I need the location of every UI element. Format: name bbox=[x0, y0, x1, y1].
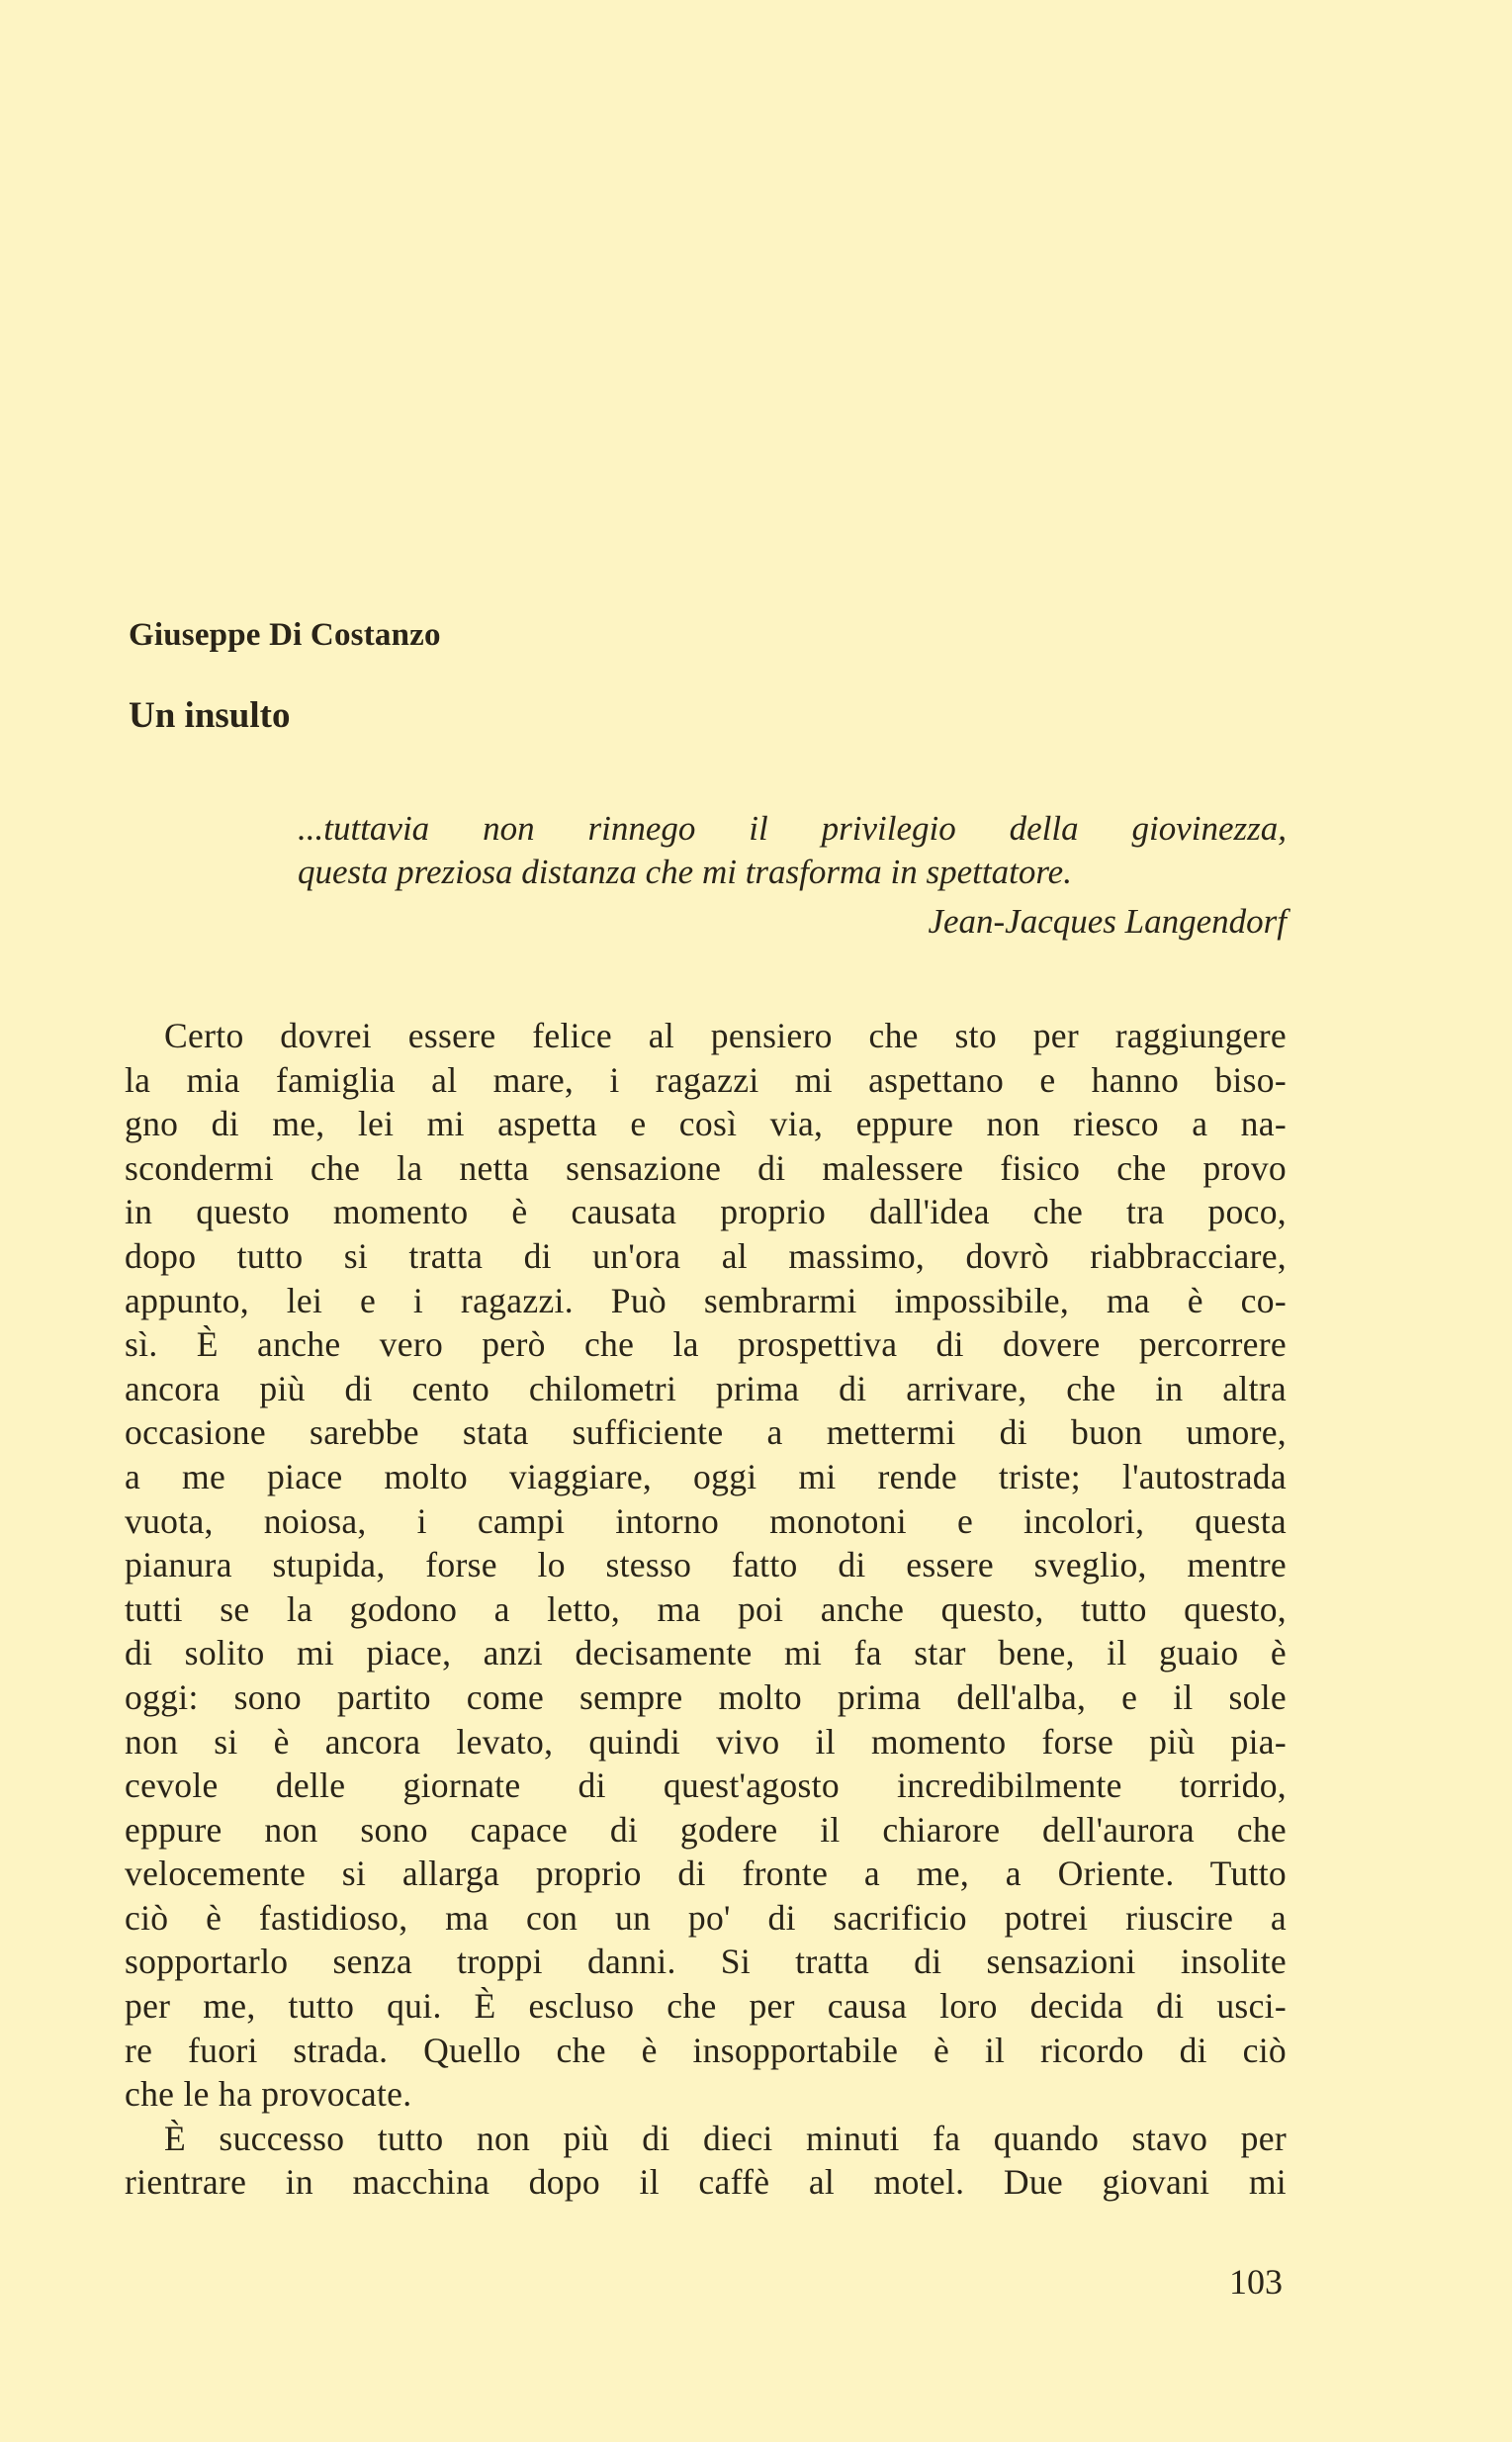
body-line: ancora più di cento chilometri prima di arrivare, che in altra bbox=[125, 1368, 1287, 1408]
body-line: eppure non sono capace di godere il chiarore dell'aurora che bbox=[125, 1809, 1287, 1850]
body-line: vuota, noiosa, i campi intorno monotoni e incolori, questa bbox=[125, 1500, 1287, 1541]
body-line: non si è ancora levato, quindi vivo il momento forse più pia- bbox=[125, 1721, 1287, 1762]
body-line: Certo dovrei essere felice al pensiero che sto per raggiungere bbox=[164, 1016, 1287, 1055]
body-line: la mia famiglia al mare, i ragazzi mi aspettano e hanno biso- bbox=[125, 1059, 1287, 1100]
epigraph-line: questa preziosa distanza che mi trasforma in spettatore. bbox=[298, 853, 1072, 891]
body-line: pianura stupida, forse lo stesso fatto di essere sveglio, mentre bbox=[125, 1545, 1287, 1585]
story-title: Un insulto bbox=[129, 695, 291, 736]
author-name: Giuseppe Di Costanzo bbox=[129, 617, 441, 653]
body-text bbox=[125, 1014, 1287, 2205]
body-line: velocemente si allarga proprio di fronte a me, a Oriente. Tutto bbox=[125, 1854, 1287, 1894]
body-line: occasione sarebbe stata sufficiente a mettermi di buon umore, bbox=[125, 1412, 1287, 1453]
body-line: oggi: sono partito come sempre molto prima dell'alba, e il sole bbox=[125, 1676, 1287, 1717]
body-line: ciò è fastidioso, ma con un po' di sacrificio potrei riuscire a bbox=[125, 1897, 1287, 1938]
body-line: per me, tutto qui. È escluso che per causa loro decida di usci- bbox=[125, 1986, 1287, 2027]
body-line: sopportarlo senza troppi danni. Si tratta di sensazioni insolite bbox=[125, 1942, 1287, 1982]
body-line: in questo momento è causata proprio dall'idea che tra poco, bbox=[125, 1192, 1287, 1232]
body-line: cevole delle giornate di quest'agosto incredibilmente torrido, bbox=[125, 1765, 1287, 1806]
body-line: È successo tutto non più di dieci minuti fa quando stavo per bbox=[164, 2118, 1287, 2158]
body-line: dopo tutto si tratta di un'ora al massimo, dovrò riabbracciare, bbox=[125, 1235, 1287, 1276]
epigraph-attribution: Jean-Jacques Langendorf bbox=[928, 902, 1287, 941]
body-line: scondermi che la netta sensazione di malessere fisico che provo bbox=[125, 1147, 1287, 1188]
body-line: rientrare in macchina dopo il caffè al motel. Due giovani mi bbox=[125, 2162, 1287, 2203]
page-number: 103 bbox=[1229, 2262, 1283, 2302]
body-line: che le ha provocate. bbox=[125, 2074, 412, 2115]
body-line: re fuori strada. Quello che è insopportabile è il ricordo di ciò bbox=[125, 2030, 1287, 2070]
body-line: sì. È anche vero però che la prospettiva di dovere percorrere bbox=[125, 1324, 1287, 1365]
body-line: gno di me, lei mi aspetta e così via, eppure non riesco a na- bbox=[125, 1104, 1287, 1144]
body-line: a me piace molto viaggiare, oggi mi rende triste; l'autostrada bbox=[125, 1456, 1287, 1496]
body-line: di solito mi piace, anzi decisamente mi fa star bene, il guaio è bbox=[125, 1633, 1287, 1673]
body-line: appunto, lei e i ragazzi. Può sembrarmi impossibile, ma è co- bbox=[125, 1280, 1287, 1320]
epigraph bbox=[298, 807, 1287, 944]
epigraph-line: ...tuttavia non rinnego il privilegio della giovinezza, bbox=[298, 809, 1287, 848]
body-line: tutti se la godono a letto, ma poi anche questo, tutto questo, bbox=[125, 1588, 1287, 1629]
